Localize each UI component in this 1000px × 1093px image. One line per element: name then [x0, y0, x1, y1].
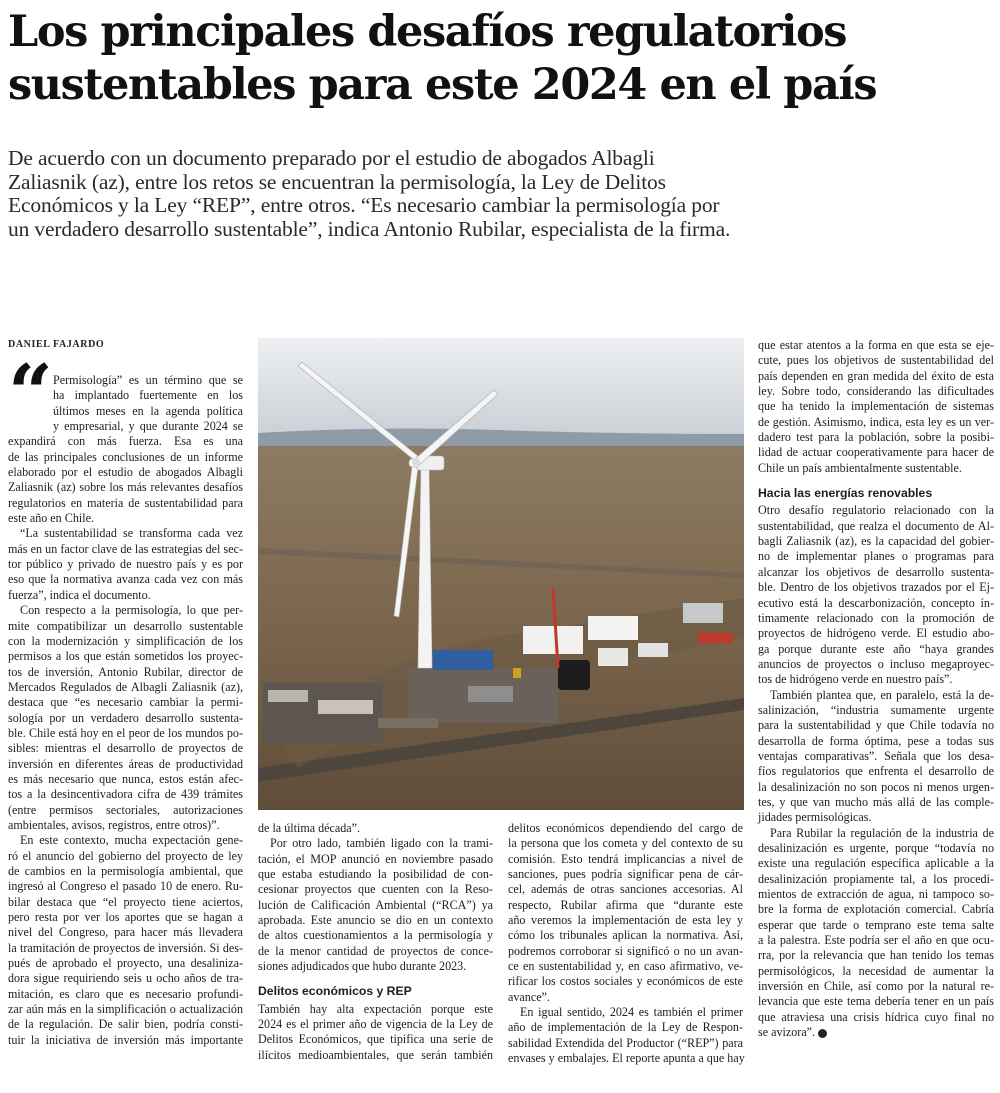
- text-line: También plantea que, en paralelo, está la de-: [770, 687, 994, 702]
- text-line: tes, y que van mucho más allá de las comple-: [758, 794, 994, 809]
- text-line: de la menor cantidad de proyectos de conce-: [258, 943, 493, 958]
- text-line: Para Rubilar la regulación de la industria de: [770, 825, 994, 840]
- column-3: [508, 821, 743, 1067]
- text-line: (entre permisos sectoriales, autorizaciones: [8, 802, 243, 817]
- text-line: 2024 es el primer año de vigencia de la Ley de: [258, 1017, 493, 1032]
- text-line: de gestión. Asimismo, indica, esta ley es un ver-: [758, 414, 994, 429]
- text-line: fíos regulatorios que enfrenta el desarrollo de: [758, 764, 994, 779]
- text-line: timamente relacionado con la promoción de: [758, 610, 994, 625]
- text-line: la tramitación de proyectos de inversión. Si des-: [8, 940, 243, 955]
- text-line: tor público y privado de nuestro país y es por: [8, 557, 243, 572]
- text-line: sología por un verdadero desarrollo sustenta-: [8, 710, 243, 725]
- text-line: ble. Chile está hoy en el peor de los mundos po-: [8, 725, 243, 740]
- text-line: Zaliasnik (az) sobre los más relevantes desafíos: [8, 480, 243, 495]
- wind-turbine-photo: [258, 338, 744, 810]
- text-line: envases y embalajes. El reporte apunta a que hay: [508, 1051, 745, 1066]
- text-line: que estar atentos a la forma en que esta se eje-: [758, 338, 994, 352]
- text-line: sibles: mientras el desarrollo de proyectos de: [8, 741, 243, 756]
- text-line: cute, pues los objetivos de sustentabilidad del: [758, 353, 994, 368]
- text-line: respecto, Rubilar afirma que “durante este: [508, 897, 743, 912]
- text-line: que ha tenido la implementación de sistemas: [758, 399, 994, 414]
- text-line: ingresó al Congreso el pasado 10 de enero. Ru-: [8, 879, 243, 894]
- column-1: [8, 434, 243, 1048]
- text-line: de la última década”.: [258, 821, 361, 835]
- text-line: tos de inversión, Antonio Rubilar, director de: [8, 664, 243, 679]
- text-line: que estaba estudiando la posibilidad de con-: [258, 867, 493, 882]
- text-line: lidad de actuar cooperativamente para hacer de: [758, 445, 994, 460]
- text-line: Mercados Regulados de Albagli Zaliasnik (az),: [8, 679, 243, 694]
- text-line: más en un factor clave de las estrategias del sec-: [8, 541, 243, 556]
- text-line: permisológicos, la necesidad de aumentar la: [758, 963, 994, 978]
- text-line: para la sustentabilidad y que Chile todavía no: [758, 718, 994, 733]
- text-line: cel, además de otras sanciones accesorias. Al: [508, 882, 743, 897]
- text-line: delitos económicos dependiendo del cargo de: [508, 821, 743, 835]
- text-line: sabilidad Extendida del Productor (“REP”) para: [508, 1035, 743, 1050]
- text-line: proyectos de hidrógeno verde. El estudio abo-: [758, 626, 994, 641]
- text-line: a la palestra. Este podría ser el año en que ocu-: [758, 933, 994, 948]
- drop-quote-mark: “: [8, 348, 53, 439]
- text-line: ley. Sobre todo, considerando las dificultades: [758, 384, 994, 399]
- column-1-intro: [53, 373, 243, 434]
- text-line: podremos corroborar si significó o no un avan-: [508, 943, 743, 958]
- text-line: fuerza”, indica el documento.: [8, 587, 151, 602]
- text-line: Otro desafío regulatorio relacionado con la: [758, 503, 994, 518]
- text-line: rra, por la relevancia que han tenido los temas: [758, 948, 994, 963]
- text-line: bagli Zaliasnik (az), es la capacidad del gobier-: [758, 534, 994, 549]
- text-line: existe una regulación específica aplicable a la: [758, 856, 994, 871]
- text-line: bre la forma de explotación comercial. Cabría: [758, 902, 994, 917]
- text-line: ga porque durante este año “haya grandes: [758, 641, 994, 656]
- headline-line: sustentables para este 2024 en el país: [8, 60, 877, 110]
- text-line: destaca que “es necesario cambiar la permi-: [8, 695, 243, 710]
- text-line: cómo los tribunales aplican la normativa. Así,: [508, 928, 743, 943]
- text-line: ilícitos medioambientales, que serán también: [258, 1047, 493, 1062]
- text-line: nivel del Congreso, para hacer más llevadera: [8, 925, 243, 940]
- text-line: de las principales conclusiones de un informe: [8, 449, 243, 464]
- deck-line: Económicos y la Ley “REP”, entre otros. “Es necesario cambiar la permisología por: [8, 193, 720, 217]
- text-line: desarrolla de forma óptima, pese a todas sus: [758, 733, 994, 748]
- photo-illustration: [258, 338, 744, 810]
- text-line: Delitos Económicos, que tipifica una serie de: [258, 1032, 493, 1047]
- text-line: bilar destaca que “el proyecto tiene aciertos,: [8, 894, 243, 909]
- text-line: con la modernización y simplificación de los: [8, 633, 243, 648]
- text-line: mitación, es claro que es necesario profundi-: [8, 986, 243, 1001]
- text-line: de la regulación. De salir bien, podría consti-: [8, 1017, 243, 1032]
- text-line: esperar que tarde o temprano este tema salte: [758, 917, 994, 932]
- text-line: levancia que este tema debería tener en un país: [758, 994, 994, 1009]
- end-of-article-icon: [818, 1029, 827, 1038]
- text-line: inversión en diferentes áreas de productividad: [8, 756, 243, 771]
- text-line: año de implementación de la Ley de Respon-: [508, 1020, 743, 1035]
- text-line: ambientales, avisos, registros, entre otros)”.: [8, 817, 220, 832]
- text-line: no de implementar planes o programas para: [758, 549, 994, 564]
- text-line: zar aún más en la simplificación o actualización: [8, 1002, 243, 1017]
- text-line: mientos de extracción de agua, ni tampoco so-: [758, 887, 994, 902]
- deck-line: De acuerdo con un documento preparado por el estudio de abogados Albagli: [8, 146, 655, 170]
- deck: [8, 147, 998, 241]
- text-line: tación, el MOP anunció en noviembre pasado: [258, 851, 493, 866]
- text-line: También hay alta expectación porque este: [258, 1001, 493, 1016]
- text-line: ecutivo está la descarbonización, concepto ín-: [758, 595, 994, 610]
- text-line: desalinización es urgente, porque “todavía no: [758, 841, 994, 855]
- column-4: [758, 338, 994, 1040]
- text-line: se avizora”.: [758, 1025, 994, 1040]
- text-line: dora sigue requiriendo seis u ocho años de tra-: [8, 971, 243, 986]
- text-line: la persona que los cometa y del contexto de su: [508, 836, 743, 851]
- text-line: la desalinización no son pocos ni menos urgen-: [758, 779, 994, 794]
- text-line: “La sustentabilidad se transforma cada vez: [20, 526, 243, 541]
- text-line: avance”.: [508, 989, 550, 1004]
- text-line: elaborado por el estudio de abogados Albagli: [8, 465, 243, 480]
- text-line: cesionar proyectos que cuenten con la Reso-: [258, 882, 493, 897]
- text-line: desalinización propiamente tal, a los procedi-: [758, 871, 994, 886]
- deck-line: un verdadero desarrollo sustentable”, indica Antonio Rubilar, especialista de la firma.: [8, 216, 731, 241]
- text-line: lución de Calificación Ambiental (“RCA”) ya: [258, 897, 493, 912]
- text-line: de altos cuestionamientos a la permisología y: [258, 928, 493, 943]
- text-line: ventajas comparativas”. Señala que los desa-: [758, 748, 994, 763]
- deck-line: Zaliasnik (az), entre los retos se encuentran la permisología, la Ley de Delitos: [8, 169, 666, 194]
- text-line: Permisología” es un término que se: [53, 373, 243, 387]
- text-line: y empresarial, y que durante 2024 se: [53, 419, 243, 434]
- text-line: En este contexto, mucha expectación gene-: [20, 833, 243, 848]
- text-line: ce en sustentabilidad y, en caso afirmativo, ve-: [508, 959, 743, 974]
- text-line: expandirá con más fuerza. Esa es una: [8, 434, 243, 449]
- text-line: sustentabilidad, que realza el documento de Al-: [758, 518, 994, 533]
- column-2: [258, 821, 493, 1063]
- text-line: salinización, “industria sumamente urgente: [758, 702, 994, 717]
- text-line: tos de hidrógeno verde en nuestro país”.: [758, 672, 953, 687]
- text-line: anuncios de proyectos o incluso megaproyec-: [758, 656, 994, 671]
- text-line: siones adjudicados que hubo durante 2023.: [258, 959, 467, 974]
- text-line: sanciones, pues podría significar pena de cár-: [508, 867, 743, 882]
- text-line: Por otro lado, también ligado con la trami-: [270, 836, 493, 851]
- text-line: eso que la normativa avanza cada vez con más: [8, 572, 243, 587]
- text-line: tuir la iniciativa de inversión más importante: [8, 1032, 243, 1047]
- text-line: últimos meses en la agenda política: [53, 403, 243, 418]
- text-line: año veremos la implementación de esta ley y: [508, 913, 743, 928]
- text-line: comisión. Esto tendrá implicancias a nivel de: [508, 851, 743, 866]
- text-line: ble. Dentro de los objetivos trazados por el Ej-: [758, 580, 994, 595]
- text-line: alcanzar los objetivos de desarrollo sustenta-: [758, 564, 994, 579]
- text-line: es más necesario que nunca, estos están afec-: [8, 771, 243, 786]
- text-line: de cambios en la permisología ambiental, que: [8, 864, 243, 879]
- text-line: permisos a los que están sometidos los proyec-: [8, 649, 243, 664]
- text-line: pués de aprobado el proyecto, una desaliniza-: [8, 956, 243, 971]
- text-line: este año en Chile.: [8, 511, 94, 526]
- byline: DANIEL FAJARDO: [8, 339, 105, 350]
- text-line: En igual sentido, 2024 es también el primer: [520, 1005, 743, 1020]
- text-line: regulatorios en materia de sustentabilidad para: [8, 495, 243, 510]
- headline: [8, 6, 988, 112]
- text-line: jidades permisológicas.: [758, 810, 872, 825]
- text-line: mite compatibilizar un desarrollo sustentable: [8, 618, 243, 633]
- section-subhead: Hacia las energías renovables: [758, 486, 933, 501]
- text-line: inversión en Chile, así como por la natural re-: [758, 979, 994, 994]
- text-line: dadero test para la población, sobre la posibi-: [758, 430, 994, 445]
- text-line: Con respecto a la permisología, lo que per-: [20, 603, 243, 618]
- text-line: pero resta por ver los aportes que se hagan a: [8, 910, 243, 925]
- text-line: rificar los costos sociales y económicos de este: [508, 974, 743, 989]
- text-line: ró el anuncio del gobierno del proyecto de ley: [8, 848, 243, 863]
- text-line: aprobada. Este anuncio se dio en un contexto: [258, 913, 493, 928]
- headline-line: Los principales desafíos regulatorios: [8, 7, 847, 57]
- section-subhead: Delitos económicos y REP: [258, 984, 412, 999]
- text-line: Chile un país ambientalmente sustentable.: [758, 460, 962, 475]
- text-line: país dependen en gran medida del éxito de esta: [758, 368, 994, 383]
- text-line: que atraviesa una crisis hídrica cuyo final no: [758, 1009, 994, 1024]
- text-line: ha implantado fuertemente en los: [53, 388, 243, 403]
- text-line: tos a la desincentivadora cifra de 439 trámites: [8, 787, 243, 802]
